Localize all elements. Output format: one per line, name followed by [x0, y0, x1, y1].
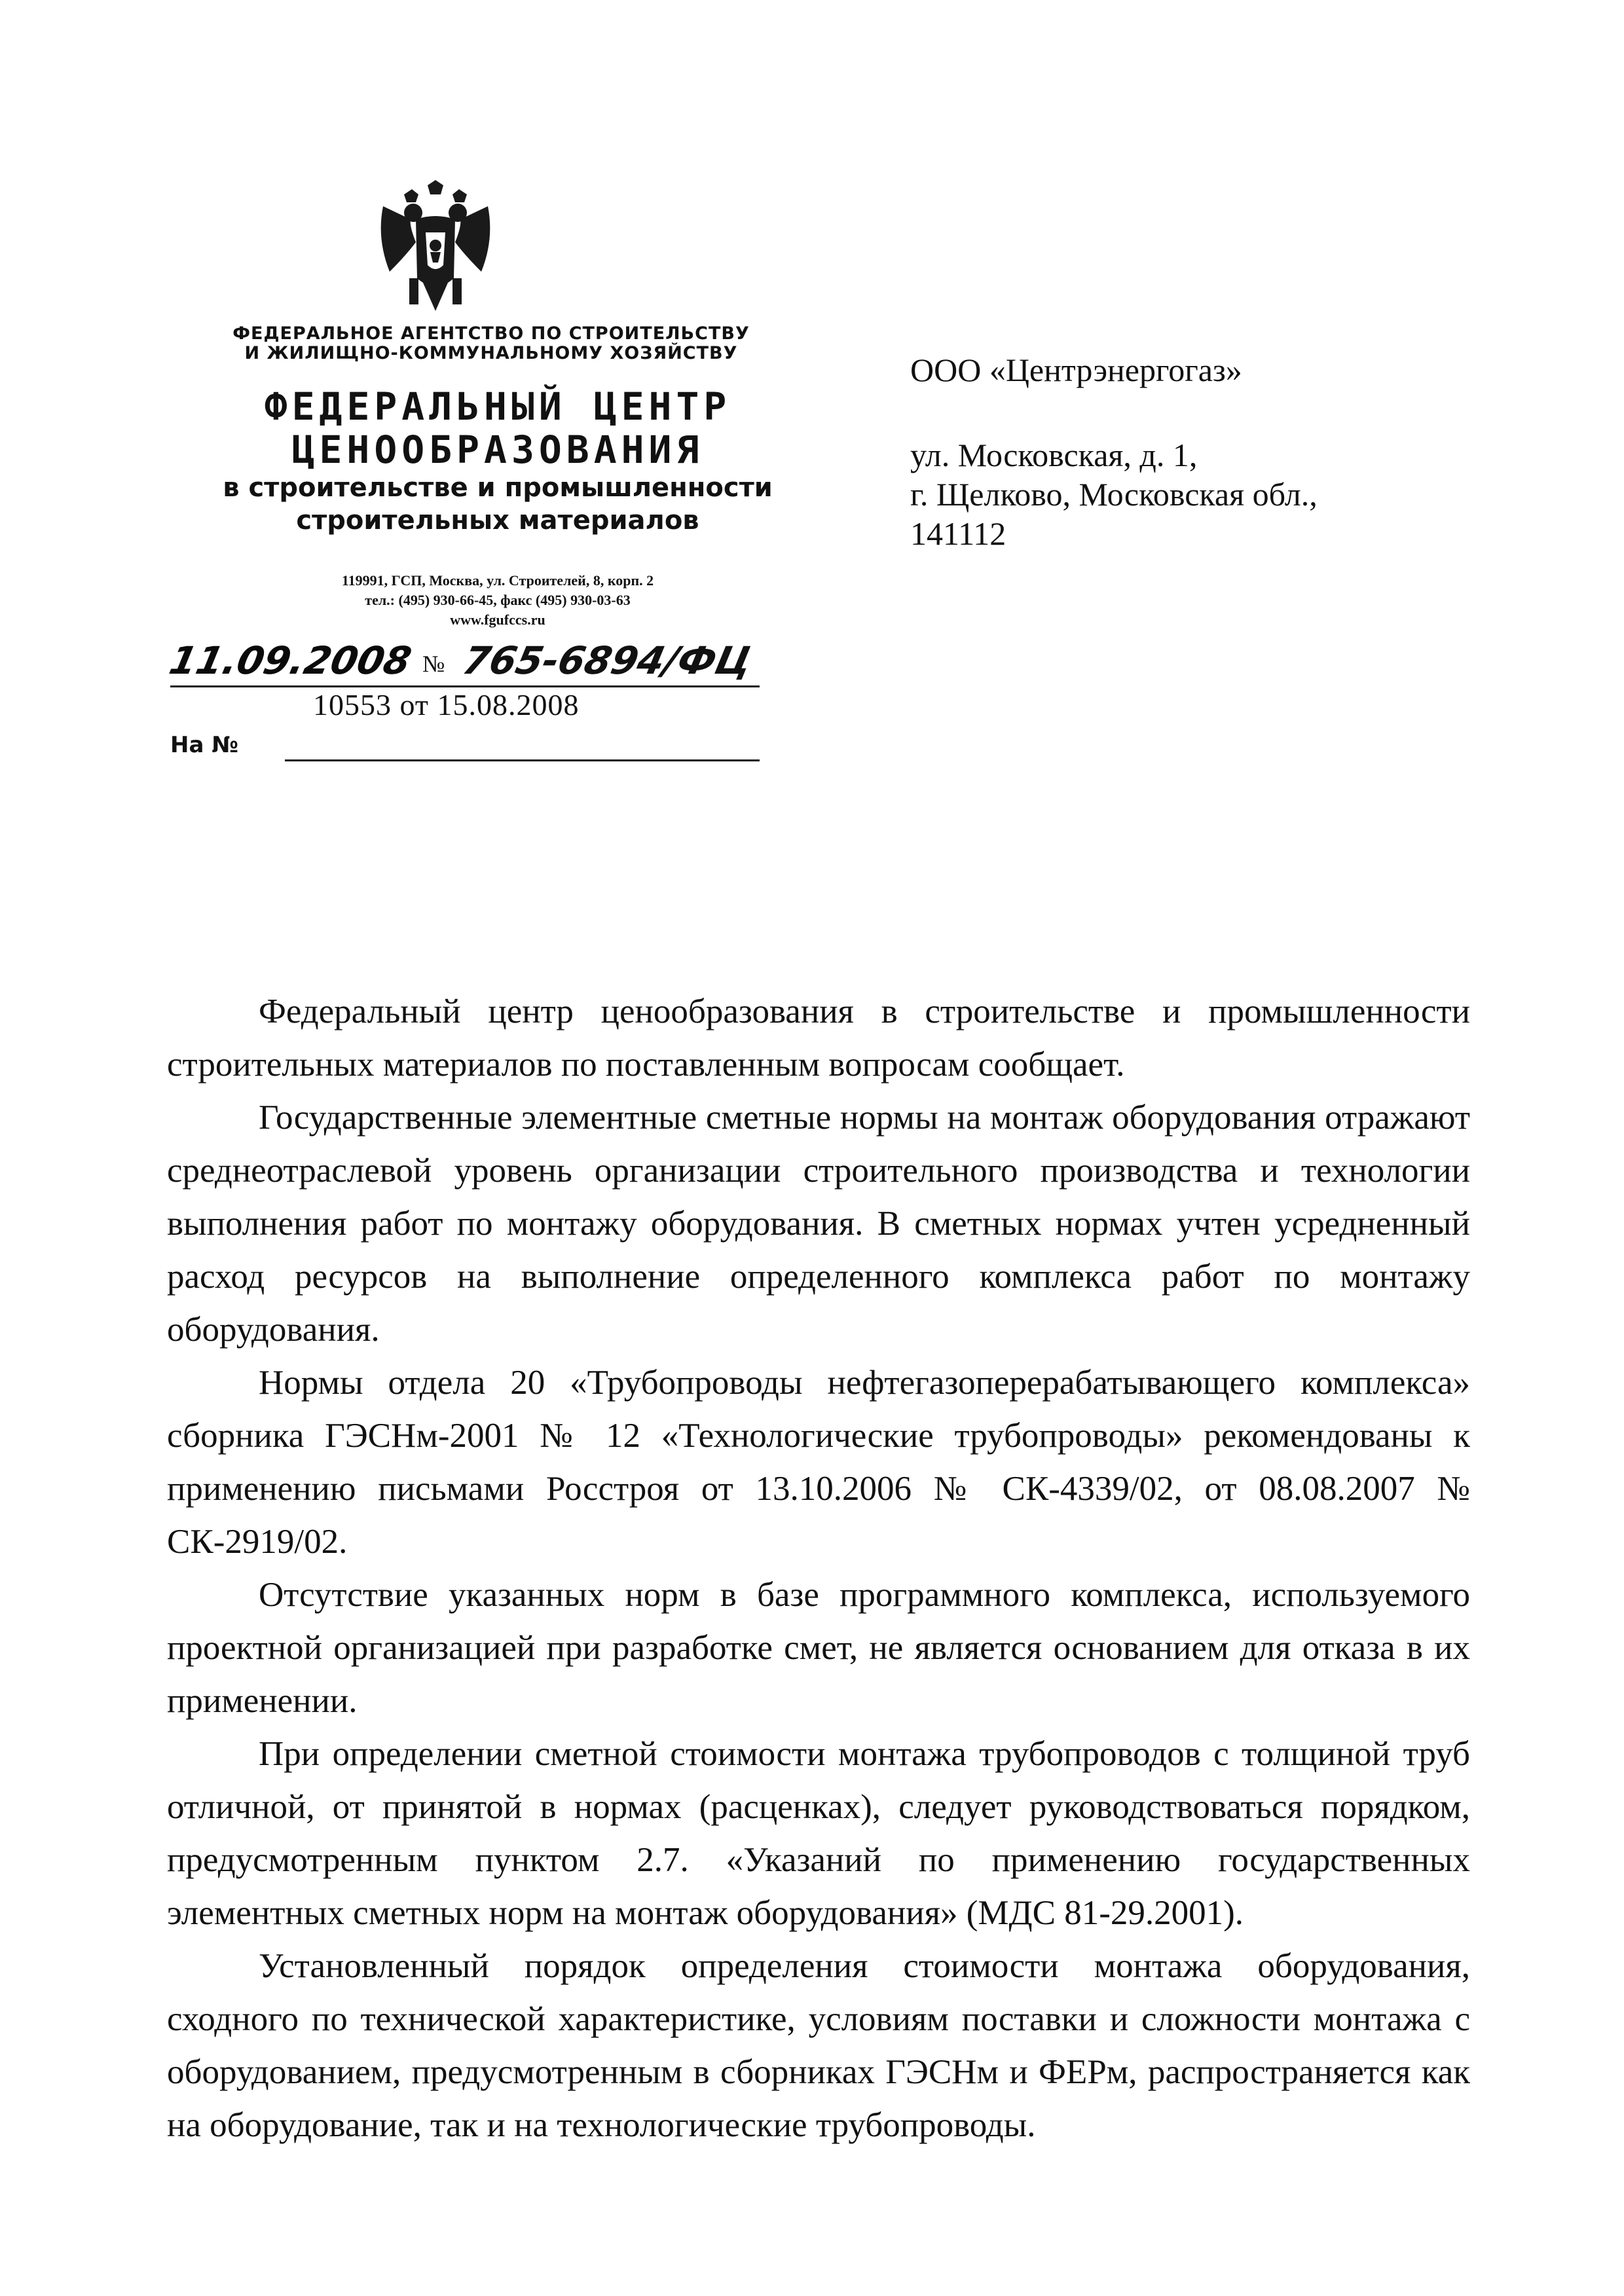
recipient-city: г. Щелково, Московская обл., [910, 476, 1318, 513]
agency-name [196, 324, 786, 363]
letter-body [167, 985, 1470, 2152]
address: 119991, ГСП, Москва, ул. Строителей, 8, корп. 2 [341, 572, 654, 589]
reply-to-underline [285, 759, 760, 761]
recipient-block [910, 350, 1500, 553]
agency-line-2: И ЖИЛИЩНО-КОММУНАЛЬНОМУ ХОЗЯЙСТВУ [244, 343, 738, 363]
recipient-street: ул. Московская, д. 1, [910, 437, 1198, 473]
phones: тел.: (495) 930-66-45, факс (495) 930-03-63 [365, 592, 631, 608]
registration-line [165, 638, 760, 693]
website: www.fgufccs.ru [450, 611, 545, 628]
registration-number: 765-6894/ФЦ [458, 638, 756, 683]
center-subtitle-line-2: строительных материалов [296, 505, 699, 536]
agency-line-1: ФЕДЕРАЛЬНОЕ АГЕНТСТВО ПО СТРОИТЕЛЬСТВУ [232, 323, 750, 344]
paragraph: Федеральный центр ценообразования в строительстве и промышленности строительных материалов по поставленным вопросам сообщает. [167, 993, 1470, 1084]
reply-to-row [170, 727, 760, 766]
center-name [183, 385, 812, 471]
paragraph: Отсутствие указанных норм в базе программного комплекса, используемого проектной организацией при разработке смет, не является основанием для отказа в их применении. [167, 1576, 1470, 1720]
registration-date: 11.09.2008 [165, 638, 416, 683]
recipient-org: ООО «Центрэнергогаз» [910, 352, 1242, 388]
coat-of-arms-icon [370, 180, 501, 321]
paragraph: Нормы отдела 20 «Трубопроводы нефтегазоперерабатывающего комплекса» сборника ГЭСНм-2001 № 12 «Технологические трубопроводы» рекомендованы к применению письмами Росстроя от 13.10.2006 № СК-4339/02, от 08.08.2007 № СК-2919/02. [167, 1364, 1470, 1561]
center-name-line-2: ЦЕНООБРАЗОВАНИЯ [291, 428, 704, 472]
number-sign: № [422, 651, 445, 677]
recipient-zip: 141112 [910, 515, 1006, 552]
reply-to-label: На № [170, 732, 239, 758]
center-name-line-1: ФЕДЕРАЛЬНЫЙ ЦЕНТР [264, 384, 731, 429]
incoming-reference: 10553 от 15.08.2008 [313, 688, 580, 721]
contacts-block [196, 571, 799, 630]
paragraph: Установленный порядок определения стоимости монтажа оборудования, сходного по технической характеристике, условиям поставки и сложности монтажа с оборудованием, предусмотренным в сборниках ГЭСНм и ФЕРм, распространяется как на оборудование, так и на технологические трубопроводы. [167, 1947, 1470, 2144]
center-subtitle-line-1: в строительстве и промышленности [223, 473, 773, 503]
center-subtitle [183, 471, 812, 537]
paragraph: При определении сметной стоимости монтажа трубопроводов с толщиной труб отличной, от принятой в нормах (расценках), следует руководствоваться порядком, предусмотренным пунктом 2.7. «Указаний по применению государственных элементных сметных норм на монтаж оборудования» (МДС 81-29.2001). [167, 1735, 1470, 1932]
paragraph: Государственные элементные сметные нормы на монтаж оборудования отражают среднеотраслевой уровень организации строительного производства и технологии выполнения работ по монтажу оборудования. В сметных нормах учтен усредненный расход ресурсов на выполнение определенного комплекса работ по монтажу оборудования. [167, 1099, 1470, 1349]
